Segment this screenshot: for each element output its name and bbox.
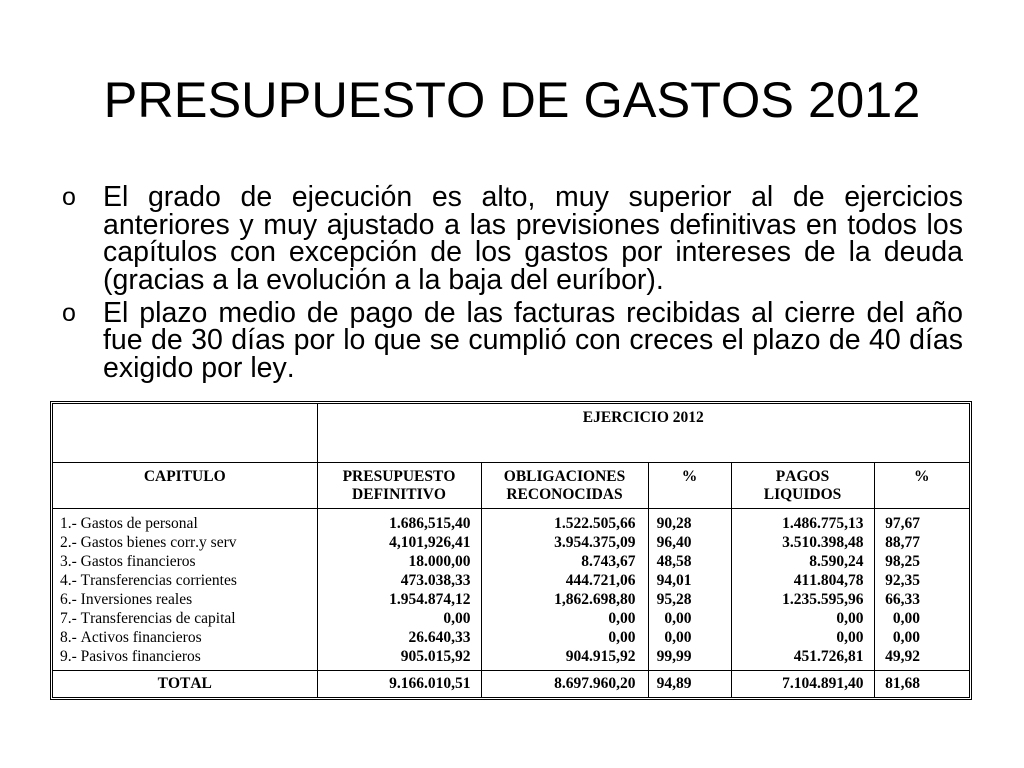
total-label: TOTAL <box>53 671 317 698</box>
pct-pagos-cell: 0,00 <box>874 609 969 628</box>
pagos-cell: 8.590,24 <box>731 552 874 571</box>
presupuesto-cell: 0,00 <box>317 609 481 628</box>
table-row <box>53 647 969 671</box>
pagos-cell: 1.235.595,96 <box>731 590 874 609</box>
obligaciones-cell: 904.915,92 <box>481 647 648 671</box>
table-row <box>53 609 969 628</box>
row-label: 4.- Transferencias corrientes <box>53 571 317 590</box>
pct-pagos-cell: 66,33 <box>874 590 969 609</box>
pct-obligaciones-cell: 94,01 <box>648 571 731 590</box>
total-obligaciones: 8.697.960,20 <box>481 671 648 698</box>
pagos-cell: 411.804,78 <box>731 571 874 590</box>
column-header-capitulo: CAPITULO <box>53 462 317 508</box>
obligaciones-cell: 0,00 <box>481 628 648 647</box>
presupuesto-cell: 26.640,33 <box>317 628 481 647</box>
bullet-item <box>62 296 963 384</box>
slide-title: PRESUPUESTO DE GASTOS 2012 <box>103 71 921 128</box>
pct-obligaciones-cell: 99,99 <box>648 647 731 671</box>
table-row <box>53 628 969 647</box>
pagos-cell: 3.510.398,48 <box>731 533 874 552</box>
table-row <box>53 571 969 590</box>
bullet-marker: o <box>62 298 76 327</box>
table-row <box>53 590 969 609</box>
bullet-text: El plazo medio de pago de las facturas recibidas al cierre del año fue de 30 días por lo que se cumplió con creces el plazo de 40 días exigido por ley. <box>103 296 963 384</box>
pct-obligaciones-cell: 48,58 <box>648 552 731 571</box>
bullet-list <box>62 181 963 384</box>
pct-obligaciones-cell: 90,28 <box>648 508 731 533</box>
row-label: 8.- Activos financieros <box>53 628 317 647</box>
pagos-cell: 0,00 <box>731 628 874 647</box>
header-empty-cell <box>53 404 317 462</box>
pct-pagos-cell: 98,25 <box>874 552 969 571</box>
pct-pagos-cell: 88,77 <box>874 533 969 552</box>
pct-obligaciones-cell: 0,00 <box>648 609 731 628</box>
obligaciones-cell: 1.522.505,66 <box>481 508 648 533</box>
column-header-obligaciones: OBLIGACIONES RECONOCIDAS <box>481 462 648 508</box>
ejercicio-header: EJERCICIO 2012 <box>317 404 969 462</box>
table-total-row <box>53 671 969 698</box>
presupuesto-cell: 905.015,92 <box>317 647 481 671</box>
bullet-text: El grado de ejecución es alto, muy superior al de ejercicios anteriores y muy ajustado a las previsiones definitivas en todos los capítulos con excepción de los gastos por intereses de la deuda (gracias a la evolución a la baja del euríbor). <box>103 181 963 296</box>
obligaciones-cell: 3.954.375,09 <box>481 533 648 552</box>
obligaciones-cell: 0,00 <box>481 609 648 628</box>
obligaciones-cell: 444.721,06 <box>481 571 648 590</box>
column-header-pagos: PAGOS LIQUIDOS <box>731 462 874 508</box>
row-label: 7.- Transferencias de capital <box>53 609 317 628</box>
obligaciones-cell: 1,862.698,80 <box>481 590 648 609</box>
table-row <box>53 552 969 571</box>
table-row <box>53 508 969 533</box>
pagos-cell: 0,00 <box>731 609 874 628</box>
table-group-header-row <box>53 404 969 462</box>
table-row <box>53 533 969 552</box>
presupuesto-cell: 4,101,926,41 <box>317 533 481 552</box>
pct-pagos-cell: 49,92 <box>874 647 969 671</box>
pct-pagos-cell: 92,35 <box>874 571 969 590</box>
obligaciones-cell: 8.743,67 <box>481 552 648 571</box>
table-header-row <box>53 462 969 508</box>
bullet-marker: o <box>62 183 76 211</box>
pct-pagos-cell: 0,00 <box>874 628 969 647</box>
budget-table <box>53 404 969 698</box>
total-pct-obligaciones: 94,89 <box>648 671 731 698</box>
column-header-pct-pagos: % <box>874 462 969 508</box>
pct-pagos-cell: 97,67 <box>874 508 969 533</box>
pagos-cell: 1.486.775,13 <box>731 508 874 533</box>
presupuesto-cell: 473.038,33 <box>317 571 481 590</box>
presupuesto-cell: 18.000,00 <box>317 552 481 571</box>
pct-obligaciones-cell: 95,28 <box>648 590 731 609</box>
pct-obligaciones-cell: 96,40 <box>648 533 731 552</box>
row-label: 1.- Gastos de personal <box>53 508 317 533</box>
presupuesto-cell: 1.686,515,40 <box>317 508 481 533</box>
bullet-item <box>62 181 963 296</box>
row-label: 3.- Gastos financieros <box>53 552 317 571</box>
row-label: 6.- Inversiones reales <box>53 590 317 609</box>
total-pct-pagos: 81,68 <box>874 671 969 698</box>
pct-obligaciones-cell: 0,00 <box>648 628 731 647</box>
column-header-presupuesto: PRESUPUESTO DEFINITIVO <box>317 462 481 508</box>
presupuesto-cell: 1.954.874,12 <box>317 590 481 609</box>
total-pagos: 7.104.891,40 <box>731 671 874 698</box>
budget-table-frame <box>50 401 972 700</box>
total-presupuesto: 9.166.010,51 <box>317 671 481 698</box>
column-header-pct-obligaciones: % <box>648 462 731 508</box>
row-label: 2.- Gastos bienes corr.y serv <box>53 533 317 552</box>
row-label: 9.- Pasivos financieros <box>53 647 317 671</box>
pagos-cell: 451.726,81 <box>731 647 874 671</box>
